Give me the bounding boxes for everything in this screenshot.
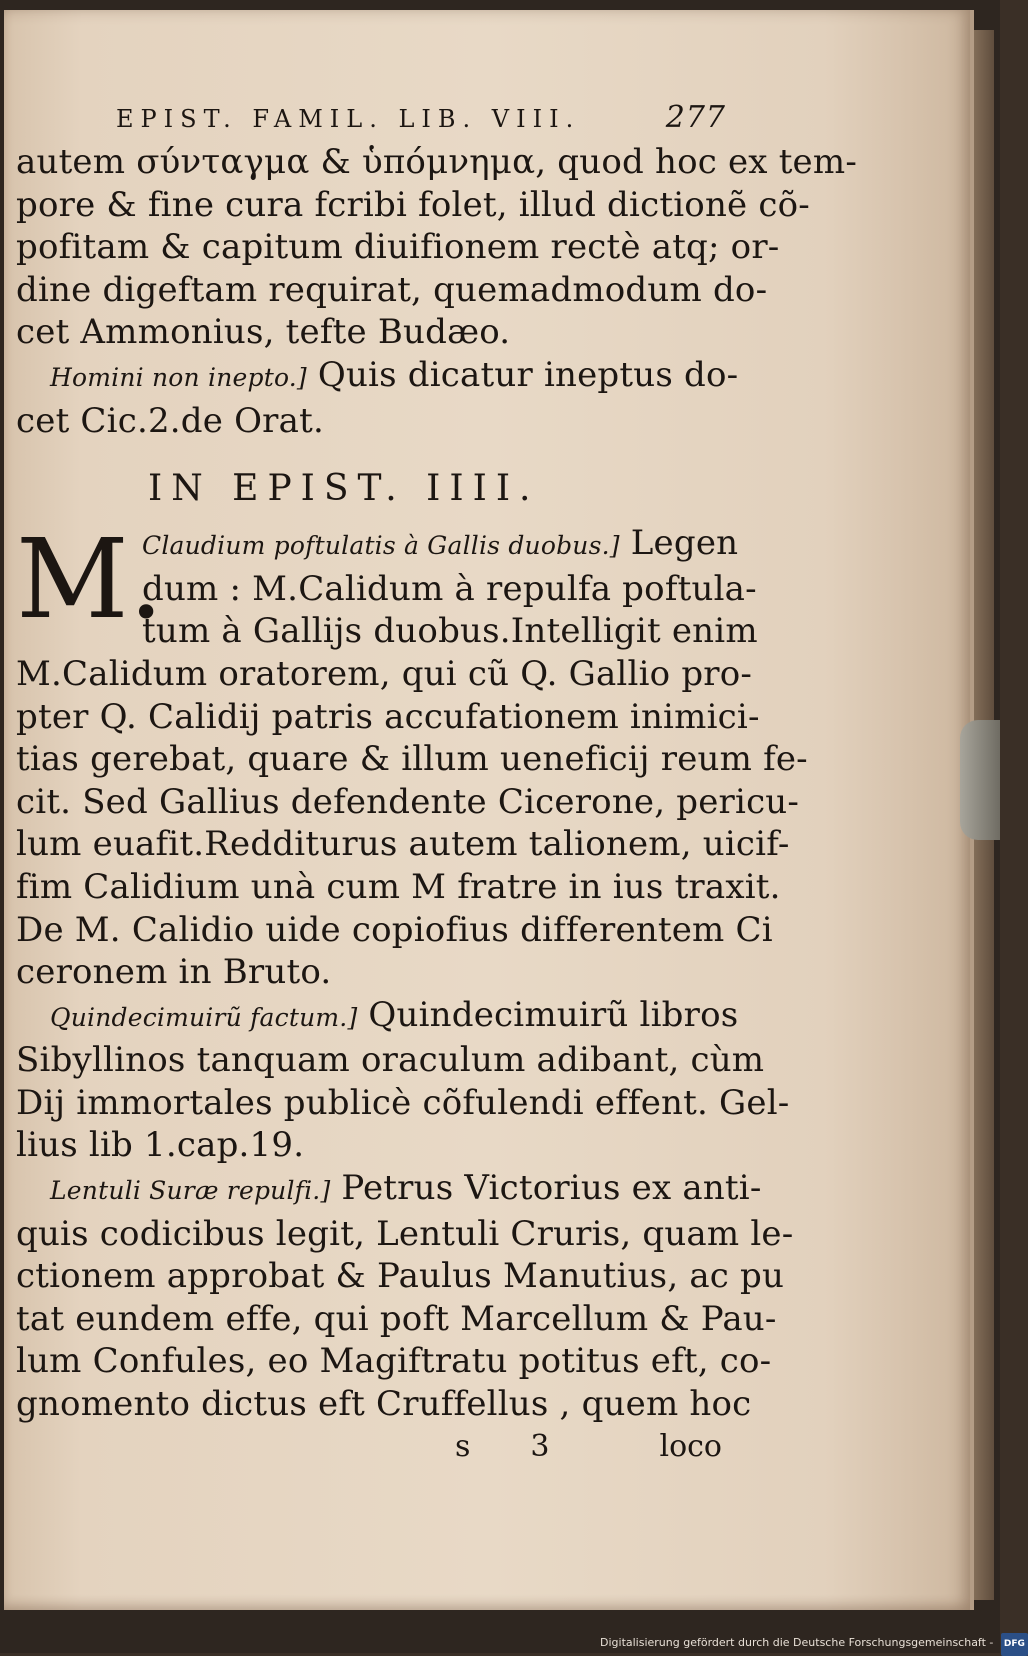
page-text <box>16 100 858 1468</box>
paragraph-3 <box>16 1039 790 1167</box>
note-lentuli <box>16 1167 762 1213</box>
footer-credit: Digitalisierung gefördert durch die Deutsche Forschungsgemeinschaft - <box>600 1636 994 1649</box>
lemma: Homini non inepto.] <box>50 362 307 392</box>
running-header <box>116 100 726 135</box>
digitization-footer <box>600 1632 1025 1653</box>
text-line: pofitam & capitum diuifionem rectè atq; or- <box>16 227 780 268</box>
text-line: ctionem approbat & Paulus Manutius, ac pu <box>16 1256 785 1297</box>
text-line: Dij immortales publicè cõfulendi effent. Gel- <box>16 1082 790 1123</box>
note-text: Legen <box>619 523 739 564</box>
text-line: cet Cic.2.de Orat. <box>16 400 324 441</box>
signature-line <box>16 1426 726 1468</box>
book-clasp <box>960 720 1000 840</box>
lemma: Quindecimuirũ factum.] <box>50 1002 358 1032</box>
text-line: lum euafit.Redditurus autem talionem, uicif- <box>16 824 790 865</box>
text-line: fim Calidium unà cum M fratre in ius traxit. <box>16 866 781 907</box>
text-line: lius lib 1.cap.19. <box>16 1125 305 1166</box>
lemma: Lentuli Suræ repulfi.] <box>50 1176 331 1206</box>
text-line: M.Calidum oratorem, qui cũ Q. Gallio pro- <box>16 653 753 694</box>
text-line: cit. Sed Gallius defendente Cicerone, pericu- <box>16 781 800 822</box>
drop-cap: M. <box>16 515 164 644</box>
text-line: tias gerebat, quare & illum ueneficij reum fe- <box>16 739 808 780</box>
dfg-logo: DFG <box>1001 1633 1028 1656</box>
text-line <box>142 522 758 568</box>
section-heading: IN EPIST. IIII. <box>148 468 540 510</box>
note-text: Petrus Victorius ex anti- <box>330 1168 762 1209</box>
catchword: loco <box>659 1428 722 1464</box>
text-line: tat eundem effe, qui poft Marcellum & Pau- <box>16 1298 777 1339</box>
text-line: quis codicibus legit, Lentuli Cruris, quam le- <box>16 1213 794 1254</box>
text-line: gnomento dictus eft Cruffellus , quem hoc <box>16 1384 752 1425</box>
text-line: autem σύνταγμα & ὑπόμνημα, quod hoc ex tem- <box>16 142 858 182</box>
text-line: ceronem in Bruto. <box>16 952 332 993</box>
lemma: Claudium poftulatis à Gallis duobus.] <box>142 531 620 561</box>
drop-cap-block <box>16 515 758 653</box>
text-line: cet Ammonius, tefte Budæo. <box>16 312 511 353</box>
text-line: pter Q. Calidij patris accufationem inimici- <box>16 696 760 737</box>
text-line: De M. Calidio uide copiofius differentem Ci <box>16 909 773 950</box>
paragraph-2 <box>16 653 808 994</box>
signature-number: 3 <box>530 1428 550 1464</box>
text-line: dum : M.Calidum à repulfa poftula- <box>142 568 757 609</box>
page-number: 277 <box>665 100 726 135</box>
drop-cap-lines <box>142 522 758 653</box>
text-line: dine digeftam requirat, quemadmodum do- <box>16 269 768 310</box>
paragraph-4 <box>16 1213 794 1426</box>
signature-mark: s <box>454 1428 471 1464</box>
text-line: lum Confules, eo Magiftratu potitus eft, co- <box>16 1341 772 1382</box>
text-line: Sibyllinos tanquam oraculum adibant, cùm <box>16 1040 765 1081</box>
note-quindecim <box>16 994 739 1040</box>
note-text: Quindecimuirũ libros <box>357 994 739 1035</box>
paragraph-1 <box>16 141 858 354</box>
running-title: EPIST. FAMIL. LIB. VIII. <box>116 105 581 133</box>
text-line: tum à Gallijs duobus.Intelligit enim <box>142 611 758 652</box>
text-line: pore & fine cura fcribi folet, illud dictionẽ cõ- <box>16 184 810 225</box>
note-hominis <box>16 354 739 400</box>
note-text: Quis dicatur ineptus do- <box>306 354 739 395</box>
